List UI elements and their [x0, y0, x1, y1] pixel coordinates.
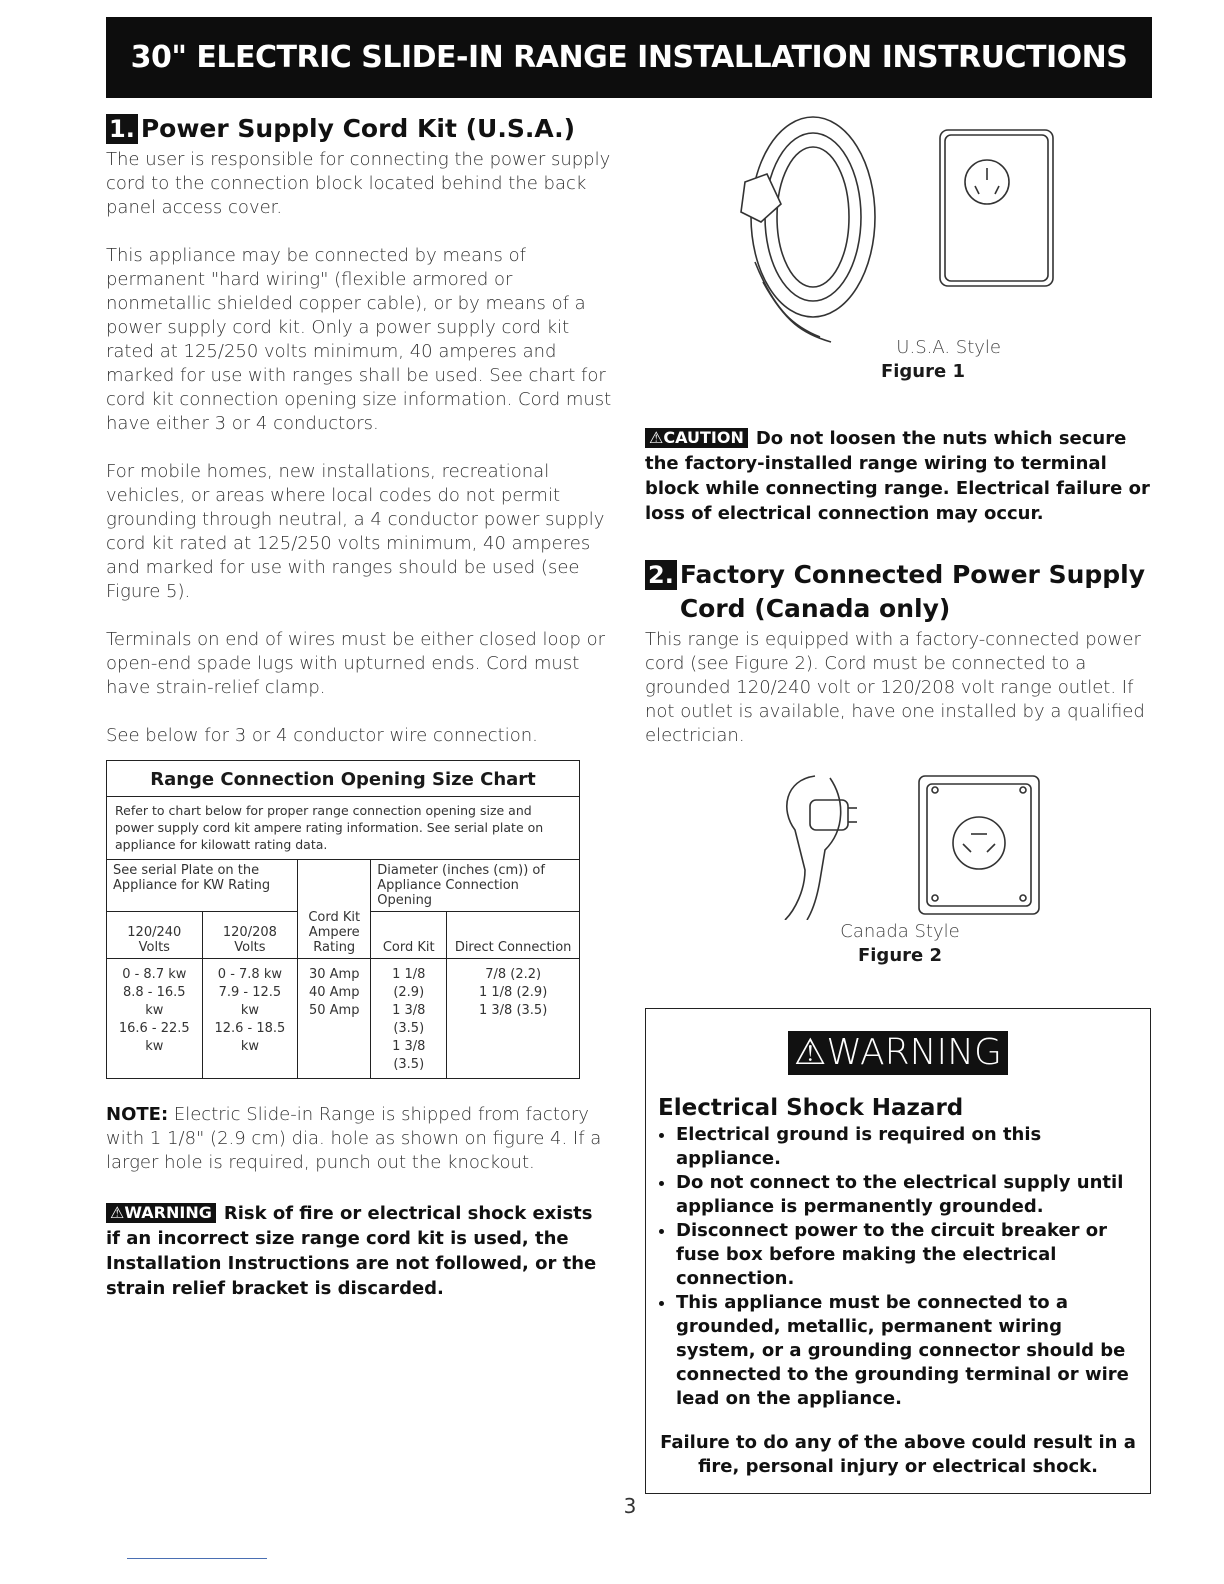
- table-cell: 1 1/8 (2.9) 1 3/8 (3.5) 1 3/8 (3.5): [371, 959, 447, 1079]
- figure-style: U.S.A. Style: [896, 337, 1001, 358]
- hazard-list: [646, 1123, 1150, 1411]
- header-cell: Cord Kit: [371, 912, 447, 959]
- caution-notice: [645, 426, 1150, 526]
- section-number: 1.: [106, 114, 138, 144]
- page-header: [106, 17, 1152, 98]
- figure-2: [645, 770, 1155, 970]
- figure-label: Figure 2: [857, 945, 943, 966]
- figure-label: Figure 1: [880, 361, 965, 382]
- page-title: 30" ELECTRIC SLIDE-IN RANGE INSTALLATION INSTRUCTIONS: [130, 40, 1128, 75]
- list-item: • This appliance must be connected to a grounded, metallic, permanent wiring system, or a grounding connector should be connected to the grounding terminal or wire lead on the appliance.: [676, 1291, 1134, 1411]
- header-cell: See serial Plate on the Appliance for KW Rating: [107, 860, 298, 912]
- warning-triangle-icon: ⚠: [794, 1032, 827, 1073]
- chart-title: Range Connection Opening Size Chart: [107, 761, 579, 797]
- left-column: [106, 112, 616, 1301]
- hazard-title: Electrical Shock Hazard: [658, 1095, 964, 1121]
- range-connection-chart: [106, 760, 580, 1079]
- page-number: 3: [623, 1494, 637, 1518]
- table-cell: 0 - 8.7 kw 8.8 - 16.5 kw 16.6 - 22.5 kw: [107, 959, 202, 1079]
- paragraph: The user is responsible for connecting the power supply cord to the connection block located behind the back panel access cover.: [106, 149, 611, 218]
- warning-triangle-icon: ⚠: [110, 1203, 125, 1222]
- header-cell: 120/208 Volts: [202, 912, 298, 959]
- table-cell: 7/8 (2.2) 1 1/8 (2.9) 1 3/8 (3.5): [447, 959, 579, 1079]
- note: [106, 1103, 616, 1175]
- caution-badge: ⚠CAUTION: [645, 428, 748, 448]
- warning-badge: ⚠WARNING: [106, 1203, 216, 1223]
- section-number: 2.: [645, 560, 677, 590]
- usa-power-cord-illustration: [645, 112, 1155, 352]
- chart-table: [107, 860, 579, 1078]
- chart-intro: Refer to chart below for proper range connection opening size and power supply cord kit ampere rating information. See serial plate on appliance for kilowatt rating data.: [107, 797, 579, 860]
- figure-1: [645, 112, 1155, 402]
- table-cell: 30 Amp 40 Amp 50 Amp: [298, 959, 371, 1079]
- list-item: • Disconnect power to the circuit breaker or fuse box before making the electrical connection.: [676, 1219, 1134, 1291]
- canada-power-cord-illustration: [645, 770, 1155, 920]
- warning-notice: [106, 1201, 611, 1301]
- table-row: [107, 959, 579, 1079]
- caution-text: Do not loosen the nuts which secure the factory-installed range wiring to terminal block while connecting range. Electrical failure or loss of electrical connection may occur.: [645, 428, 1150, 524]
- header-cell: Direct Connection: [447, 912, 579, 959]
- section-2-heading: [645, 558, 1155, 626]
- section-title: Factory Connected Power Supply Cord (Canada only): [679, 560, 1146, 623]
- warning-banner: ⚠WARNING: [788, 1031, 1008, 1075]
- header-cell: Cord Kit Ampere Rating: [298, 860, 371, 959]
- section-title: Power Supply Cord Kit (U.S.A.): [140, 114, 576, 143]
- header-cell: Diameter (inches (cm)) of Appliance Connection Opening: [371, 860, 579, 912]
- figure-style: Canada Style: [840, 921, 960, 942]
- hazard-footer: Failure to do any of the above could result in a fire, personal injury or electrical shock.: [660, 1432, 1136, 1477]
- right-column: [645, 112, 1155, 1494]
- header-cell: 120/240 Volts: [107, 912, 202, 959]
- section-1-heading: [106, 112, 616, 146]
- caution-triangle-icon: ⚠: [649, 428, 664, 447]
- paragraph: See below for 3 or 4 conductor wire connection.: [106, 725, 538, 746]
- note-text: Electric Slide-in Range is shipped from factory with 1 1/8" (2.9 cm) dia. hole as shown on figure 4. If a larger hole is required, punch out the knockout.: [106, 1104, 602, 1173]
- table-cell: 0 - 7.8 kw 7.9 - 12.5 kw 12.6 - 18.5 kw: [202, 959, 298, 1079]
- paragraph: For mobile homes, new installations, recreational vehicles, or areas where local codes do not permit grounding through neutral, a 4 conductor power supply cord kit rated at 125/250 volts minimum, 40 amperes and marked for use with ranges should be used (see Figure 5).: [106, 461, 605, 602]
- warning-box: [645, 1008, 1151, 1494]
- note-label: NOTE:: [106, 1104, 169, 1125]
- paragraph: Terminals on end of wires must be either closed loop or open-end spade lugs with upturned ends. Cord must have strain-relief clamp.: [106, 629, 606, 698]
- list-item: • Do not connect to the electrical supply until appliance is permanently grounded.: [676, 1171, 1134, 1219]
- paragraph: This appliance may be connected by means of permanent "hard wiring" (flexible armored or nonmetallic shielded copper cable), or by means of a power supply cord kit. Only a power supply cord kit rated at 125/250 volts minimum, 40 amperes and marked for use with ranges shall be used. See chart for cord kit connection opening size information. Cord must have either 3 or 4 conductors.: [106, 245, 612, 434]
- footer-rule: [127, 1558, 267, 1559]
- paragraph: This range is equipped with a factory-connected power cord (see Figure 2). Cord must be connected to a grounded 120/240 volt or 120/208 volt range outlet. If not outlet is available, have one installed by a qualified electrician.: [645, 629, 1145, 746]
- warning-text: Risk of fire or electrical shock exists if an incorrect size range cord kit is used, the Installation Instructions are not followed, or the strain relief bracket is discarded.: [106, 1203, 597, 1299]
- list-item: • Electrical ground is required on this appliance.: [676, 1123, 1134, 1171]
